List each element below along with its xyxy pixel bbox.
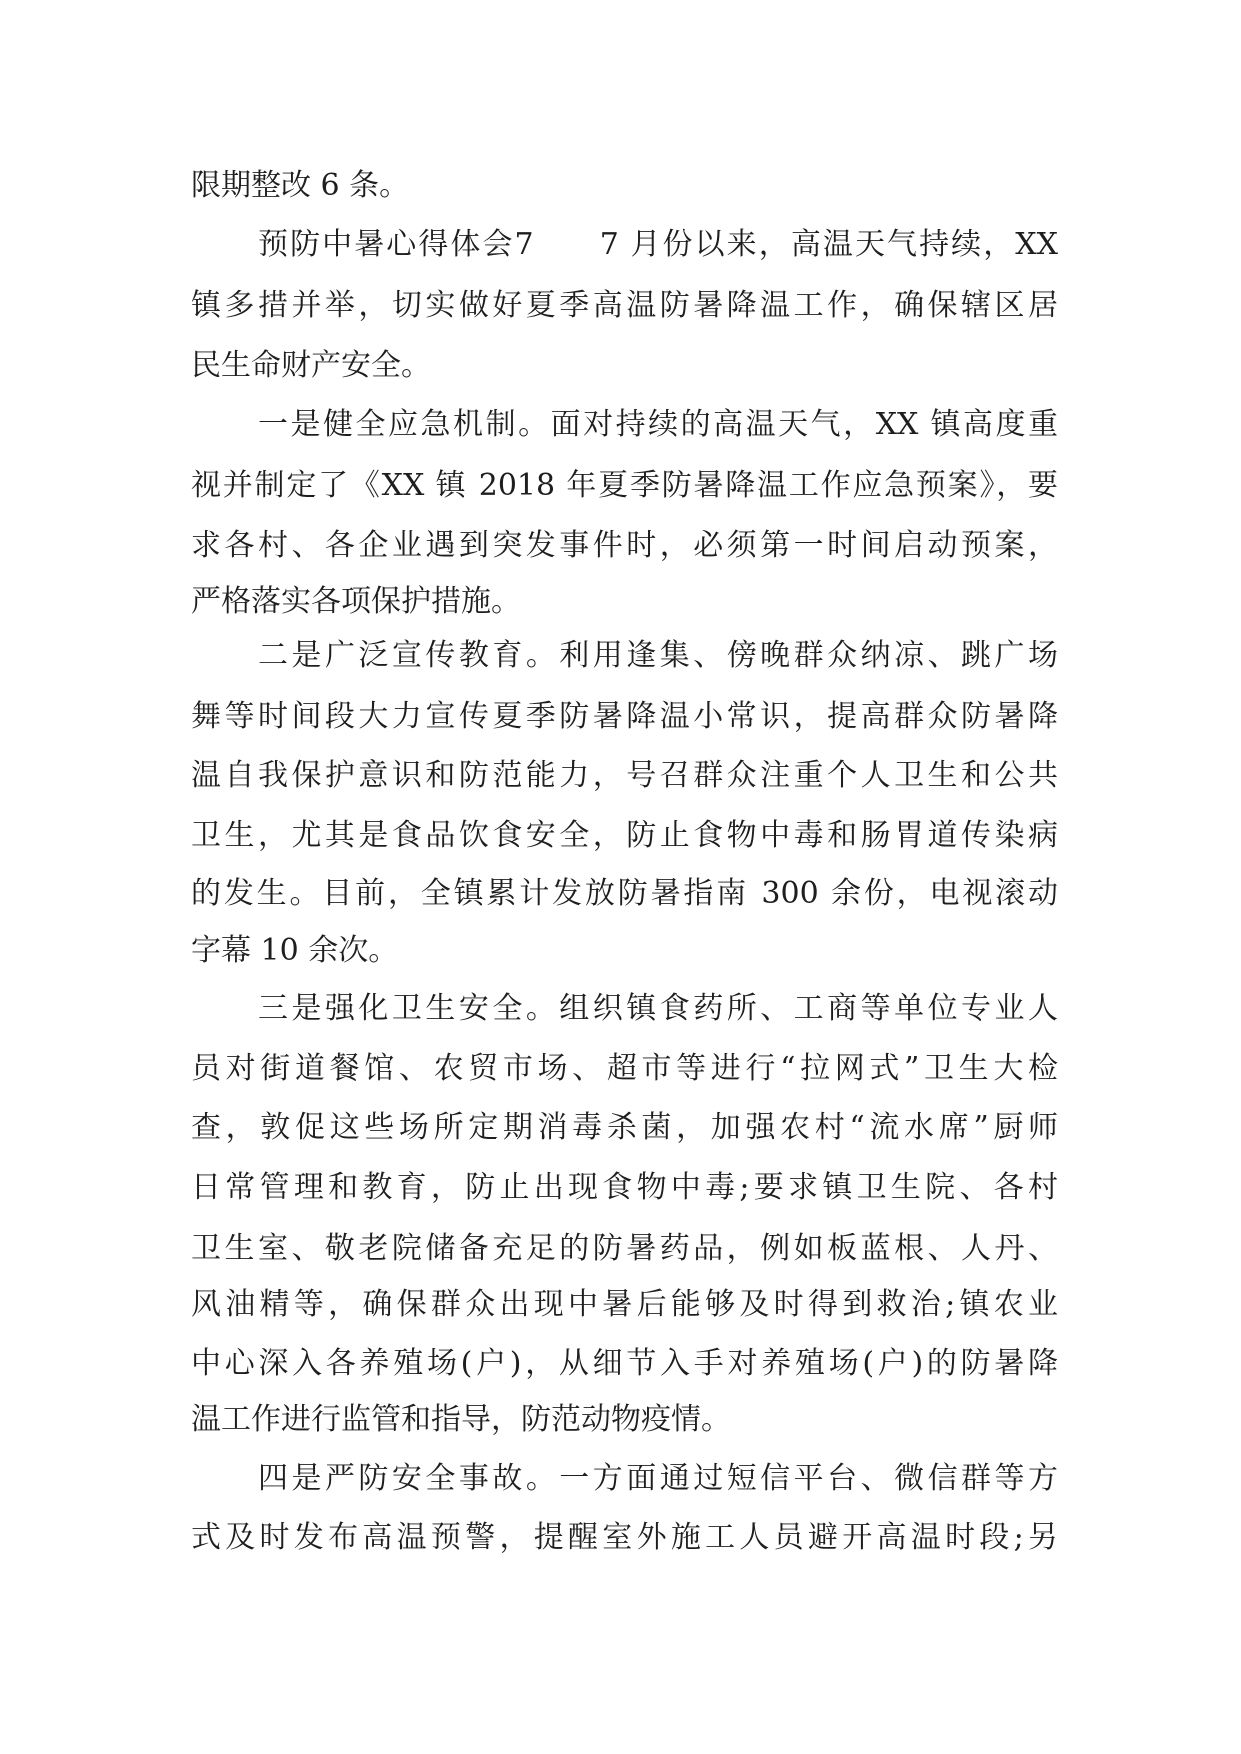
text-line: 四是严防安全事故。一方面通过短信平台、微信群等方 <box>258 1461 1058 1496</box>
text-line: 舞等时间段大力宣传夏季防暑降温小常识，提高群众防暑降 <box>191 699 1058 734</box>
text-line: 卫生，尤其是食品饮食安全，防止食物中毒和肠胃道传染病 <box>191 818 1058 853</box>
text-line: 字幕 10 余次。 <box>191 933 399 968</box>
text-line: 式及时发布高温预警，提醒室外施工人员避开高温时段;另 <box>191 1520 1058 1555</box>
text-line: 限期整改 6 条。 <box>191 168 410 203</box>
text-line: 二是广泛宣传教育。利用逢集、傍晚群众纳凉、跳广场 <box>258 638 1058 673</box>
text-line: 日常管理和教育，防止出现食物中毒;要求镇卫生院、各村 <box>191 1170 1058 1205</box>
text-line: 风油精等，确保群众出现中暑后能够及时得到救治;镇农业 <box>191 1287 1058 1322</box>
text-line: 温工作进行监管和指导，防范动物疫情。 <box>191 1402 731 1437</box>
text-line: 求各村、各企业遇到突发事件时，必须第一时间启动预案， <box>191 528 1058 563</box>
text-line: 民生命财产安全。 <box>191 348 431 383</box>
text-line: 查，敦促这些场所定期消毒杀菌，加强农村“流水席”厨师 <box>191 1110 1058 1145</box>
text-line: 镇多措并举，切实做好夏季高温防暑降温工作，确保辖区居 <box>191 288 1058 323</box>
text-line: 温自我保护意识和防范能力，号召群众注重个人卫生和公共 <box>191 758 1058 793</box>
text-line: 的发生。目前，全镇累计发放防暑指南 300 余份，电视滚动 <box>191 876 1058 911</box>
text-line: 员对街道餐馆、农贸市场、超市等进行“拉网式”卫生大检 <box>191 1051 1058 1086</box>
text-line: 预防中暑心得体会7 7 月份以来，高温天气持续，XX <box>258 227 1058 262</box>
text-line: 严格落实各项保护措施。 <box>191 584 521 619</box>
text-line: 三是强化卫生安全。组织镇食药所、工商等单位专业人 <box>258 991 1058 1026</box>
text-line: 视并制定了《XX 镇 2018 年夏季防暑降温工作应急预案》，要 <box>191 468 1058 503</box>
text-line: 卫生室、敬老院储备充足的防暑药品，例如板蓝根、人丹、 <box>191 1231 1058 1266</box>
text-line: 中心深入各养殖场(户)，从细节入手对养殖场(户)的防暑降 <box>191 1346 1058 1381</box>
text-line: 一是健全应急机制。面对持续的高温天气，XX 镇高度重 <box>258 407 1058 442</box>
